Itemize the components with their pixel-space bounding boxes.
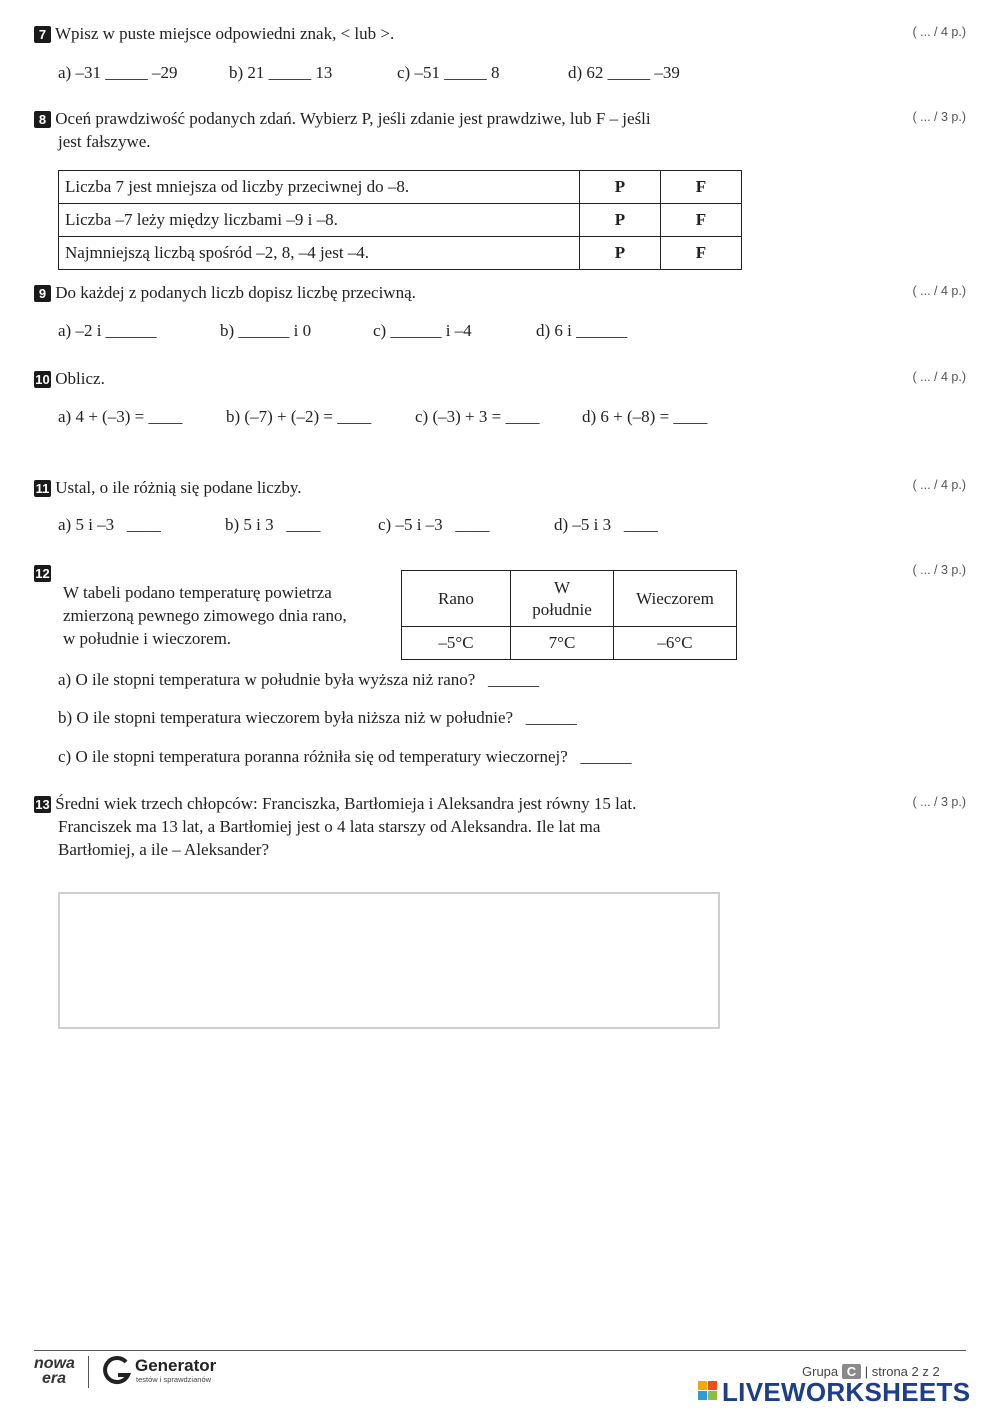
answer-item[interactable]: c) –5 i –3 ____	[378, 515, 490, 534]
question-12-header	[34, 563, 51, 583]
false-option[interactable]: F	[661, 237, 742, 270]
logo-text: nowa	[34, 1355, 75, 1372]
question-text: Wpisz w puste miejsce odpowiedni znak, < lub >.	[54, 24, 395, 43]
question-number: 13	[35, 797, 50, 812]
statement-cell: Najmniejszą liczbą spośród –2, 8, –4 jest –4.	[59, 237, 580, 270]
answer-item[interactable]: a) 5 i –3 ____	[58, 515, 161, 534]
points-label: ( ... / 3 p.)	[912, 795, 966, 809]
points-label: ( ... / 3 p.)	[912, 563, 966, 577]
question-8-header	[34, 107, 651, 153]
value-poludnie: 7°C	[511, 627, 614, 660]
false-option[interactable]: F	[661, 204, 742, 237]
answer-item[interactable]: c) –51 _____ 8	[397, 63, 500, 82]
question-text: Ustal, o ile różnią się podane liczby.	[55, 478, 302, 497]
true-option[interactable]: P	[580, 204, 661, 237]
group-badge: C	[842, 1364, 861, 1379]
generator-logo	[102, 1355, 132, 1392]
question-text: Średni wiek trzech chłopców: Franciszka, Bartłomieja i Aleksandra jest równy 15 lat.	[55, 794, 637, 813]
logo-divider	[88, 1356, 89, 1388]
question-text: Do każdej z podanych liczb dopisz liczbę przeciwną.	[55, 283, 416, 302]
question-13-header	[34, 792, 636, 861]
value-wieczorem: –6°C	[614, 627, 737, 660]
points-label: ( ... / 4 p.)	[912, 25, 966, 39]
question-number: 11	[35, 481, 50, 496]
answer-item[interactable]: d) –5 i 3 ____	[554, 515, 658, 534]
question-number: 12	[35, 566, 50, 581]
liveworksheets-watermark: LIVEWORKSHEETS	[722, 1377, 971, 1407]
answer-item[interactable]: c) ______ i –4	[373, 321, 472, 340]
header-rano: Rano	[402, 571, 511, 627]
table-row	[402, 627, 737, 660]
group-label: Grupa	[802, 1364, 839, 1379]
question-7-header	[34, 22, 394, 45]
value-rano: –5°C	[402, 627, 511, 660]
points-label: ( ... / 4 p.)	[912, 284, 966, 298]
question-number: 8	[34, 111, 51, 128]
generator-title: Generator	[135, 1356, 217, 1375]
table-row	[402, 571, 737, 627]
question-text: Oceń prawdziwość podanych zdań. Wybierz P, jeśli zdanie jest prawdziwe, lub F – jeśli	[55, 109, 651, 128]
question-text: Franciszek ma 13 lat, a Bartłomiej jest o 4 lata starszy od Aleksandra. Ile lat ma	[58, 817, 601, 836]
answer-item[interactable]: b) 21 _____ 13	[229, 63, 333, 82]
subquestion-c[interactable]: c) O ile stopni temperatura poranna różniła się od temperatury wieczornej? ______	[58, 747, 632, 766]
question-9-header	[34, 281, 416, 304]
intro-line: W tabeli podano temperaturę powietrza	[63, 583, 332, 602]
generator-g-icon	[102, 1355, 132, 1387]
subquestion-a[interactable]: a) O ile stopni temperatura w południe była wyższa niż rano? ______	[58, 670, 540, 689]
points-label: ( ... / 3 p.)	[912, 110, 966, 124]
question-text: Bartłomiej, a ile – Aleksander?	[58, 840, 270, 859]
logo-text: era	[42, 1370, 67, 1387]
answer-item[interactable]: a) –2 i ______	[58, 321, 157, 340]
intro-line: w południe i wieczorem.	[63, 629, 232, 648]
header-text: południe	[532, 599, 592, 619]
true-option[interactable]: P	[580, 171, 661, 204]
answer-item[interactable]: d) 6 + (–8) = ____	[582, 407, 708, 426]
answer-item[interactable]: a) –31 _____ –29	[58, 63, 178, 82]
question-10-header	[34, 367, 105, 390]
question-number: 7	[34, 26, 51, 43]
statement-cell: Liczba –7 leży między liczbami –9 i –8.	[59, 204, 580, 237]
header-poludnie	[511, 571, 614, 627]
question-12-intro	[63, 581, 347, 650]
answer-item[interactable]: c) (–3) + 3 = ____	[415, 407, 540, 426]
question-number: 10	[35, 372, 50, 387]
generator-subtitle: testów i sprawdzianów	[136, 1375, 212, 1384]
false-option[interactable]: F	[661, 171, 742, 204]
nowa-era-logo	[34, 1356, 75, 1386]
statement-cell: Liczba 7 jest mniejsza od liczby przeciwnej do –8.	[59, 171, 580, 204]
intro-line: zmierzoną pewnego zimowego dnia rano,	[63, 606, 347, 625]
points-label: ( ... / 4 p.)	[912, 370, 966, 384]
table-row	[59, 237, 742, 270]
question-11-header	[34, 476, 302, 499]
page-number: | strona 2 z 2	[864, 1364, 940, 1379]
question-text: Oblicz.	[55, 369, 105, 388]
temperature-table	[401, 570, 737, 660]
answer-item[interactable]: b) ______ i 0	[220, 321, 312, 340]
true-option[interactable]: P	[580, 237, 661, 270]
footer-divider	[34, 1350, 966, 1351]
answer-item[interactable]: d) 6 i ______	[536, 321, 628, 340]
header-wieczorem: Wieczorem	[614, 571, 737, 627]
subquestion-b[interactable]: b) O ile stopni temperatura wieczorem była niższa niż w południe? ______	[58, 708, 577, 727]
table-row	[59, 204, 742, 237]
answer-item[interactable]: b) (–7) + (–2) = ____	[226, 407, 372, 426]
question-text: jest fałszywe.	[58, 132, 151, 151]
header-text: W	[553, 577, 571, 597]
points-label: ( ... / 4 p.)	[912, 478, 966, 492]
answer-item[interactable]: d) 62 _____ –39	[568, 63, 680, 82]
answer-item[interactable]: b) 5 i 3 ____	[225, 515, 321, 534]
liveworksheets-icon	[698, 1381, 718, 1407]
answer-item[interactable]: a) 4 + (–3) = ____	[58, 407, 183, 426]
answer-box[interactable]	[58, 892, 720, 1029]
true-false-table	[58, 170, 742, 270]
question-number: 9	[34, 285, 51, 302]
table-row	[59, 171, 742, 204]
